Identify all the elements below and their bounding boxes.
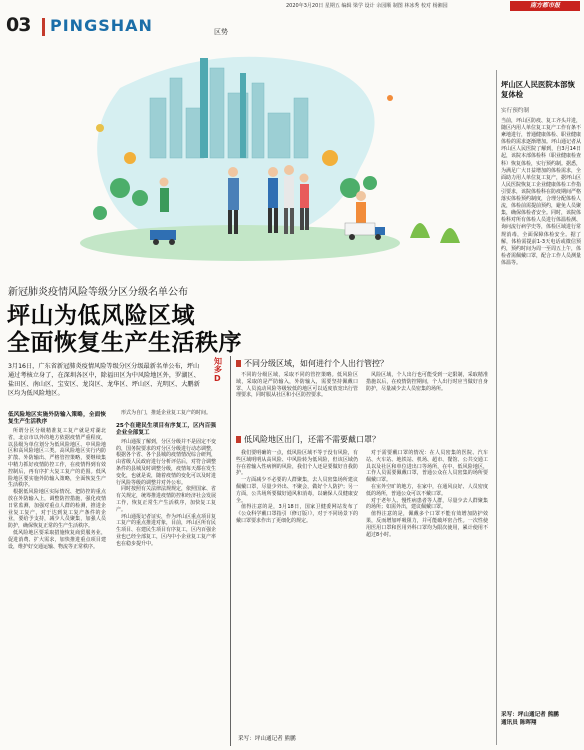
paragraph: 形式为自门，推延企业复工复产的时间。 <box>121 410 212 416</box>
travel-column-a <box>236 372 358 399</box>
paragraph: 低风险地区要采取措施恢复商贸服务业，促进消费、扩大需求，加快推进重点项目建设，维护好交通运输、物流等正常秩序。 <box>8 529 106 550</box>
section-name: PINGSHAN <box>50 16 153 35</box>
heading-marker <box>236 436 241 443</box>
paragraph: 我们要明确的一点，低风险区域不等于没有风险，有些区域明明从高风险、中风险转为低风险，但该区域仍存在着输入性病例的风险，我们个人还是要做好自我防护。 <box>236 450 358 477</box>
sidebar-body: 当前，坪山区防疫、复工齐头并进，随区内用人单位复工复产工作有条不紊地进行，普通健康体检、职业健康体检的需求逐渐增加。坪山通记者从坪山区人民医院了解到，自3月14日起，该院本部体检科（职业健康检查科）恢复体检，实行预约制。据悉，为满足广大日益增加的体检需求，全面助力用人单位复工复产，据坪山区人民医院恢复工企业健康体检工作指引要求，该院体检科在防疫期间严格落实体检预约制度，合理分配体检人流，体检前需提前预约，避免人员聚集，确保体检者安全。同时，该院体检科对所有体检人员进行体温检测、询问流行病学史等，体检区域进行常规消毒，全面保障体检安全。据了解，体检需提前1-3天电话或微信预约，预约时间为周一至周五上午，体检者需佩戴口罩，配合工作人员测量体温等。 <box>501 118 582 266</box>
sidebar-title: 坪山区人民医院本部恢复体检 <box>501 80 575 99</box>
header-accent-bar <box>42 18 45 36</box>
paragraph: 同时按照有关法律法规规定，依照国家、省有关规定，统筹推进疫情防控和经济社会发展工作，恢复正常生产生活秩序，加快复工复产。 <box>116 486 217 513</box>
paragraph: 所谓分区分级精准复工复产就是对湖北省，北京市以外的地方依据疫情严重程度，以县级为单位划分为低风险地区、中风险地区和高风险地区三类。高风险地区实行内防扩散、外防输出、严格管控策略，要继续集中精力抓好疫情防控工作，在疫情得到有效控制后，再有序扩大复工复产的范围。低风险地区要实施外防输入策略，全面恢复生产生活秩序。 <box>8 427 106 489</box>
sidebar-byline <box>501 711 581 728</box>
city-illustration <box>0 38 486 266</box>
byline-correspondent: 通讯员 陈晖翔 <box>501 720 537 727</box>
paragraph: 坪山通报了解到，分区分级并不是固定不变的，国务院要求的对分区分级进行动态调整，根据各个省、各个县城的疫情情况综合研判，由省级人民政府进行分析评估后，对符合调整条件的县城及时调整分级，疫情每天都在发生变化，也就是说，随着疫情的变化可以及时进行风险等级的调整并对外公布。 <box>116 438 217 486</box>
paragraph: 对于需要戴口罩的情况：在人员密集的医院、汽车站、火车站、地铁站、机场、超市、餐馆、公共交通工具以及社区和单位进出口等场所，在中、低风险地区，工作人员需要佩戴口罩，普通公众在人员密集的场所要佩戴口罩。 <box>366 450 488 484</box>
newspaper-logo: 南方都市报 <box>510 1 580 11</box>
page-number: 03 <box>6 14 31 36</box>
edition-meta: 2020年3月20日 星期五 编辑 梁学 设计 余园顺 制图 林冰秀 校对 杨湘园 <box>286 3 448 9</box>
lead-paragraph: 3月16日，广东省新冠肺炎疫情风险等级分区分级最新名单公布，坪山通过考核立身了，在深圳各区中，除福田区为中风险地区外，罗湖区、盐田区、南山区、宝安区、龙岗区、龙华区、坪山区、光明区、大鹏新区均为低风险地区。 <box>8 363 200 397</box>
section-heading-travel <box>236 358 388 369</box>
paragraph: 值得注意的是，3月18日，国家卫健委网站发布了《公众科学戴口罩指引（修订版）》，对于不同场景下的戴口罩要求作出了更细化的规定。 <box>236 504 358 524</box>
paragraph: 在室外空旷的地方，在家中，在通风良好、人员密度低的场所，普通公众可以不戴口罩。 <box>366 483 488 497</box>
paragraph: 一方面减少不必要的人群聚集，去人员密集场所建议佩戴口罩，尽量少外出、不聚会，做好个人防护；另一方面，公共场所要做好通风和消毒，以确保人员健康安全。 <box>236 477 358 504</box>
heading-text: 不同分级区域，如何进行个人出行管控？ <box>244 359 388 368</box>
mask-column-b <box>366 450 488 538</box>
column-divider <box>230 356 231 746</box>
paragraph: 风险区域，个人出行也可能受到一定限制，采取精准措施以后，在疫情防控期间，个人出行时应当做好自身防护，尽量减少去人员密集的场所。 <box>366 372 488 392</box>
byline-reporter: 采写：坪山通记者 熊鹏 <box>501 712 559 718</box>
travel-column-b <box>366 372 488 392</box>
subhead-projects: 25个在建民生项目有序复工，区内百强企业全部复工 <box>116 422 216 436</box>
headline-line-2: 全面恢复生产生活秩序 <box>7 330 242 356</box>
paragraph: 坪山通报记者证实，作为坪山区重点项目复工复产的重点推进对象，目前，坪山区所有民生项目、在建民生项目有序复工，区内百强企业也已经全部复工，区内中小企业复工复产率也在稳步提升中。 <box>116 513 217 547</box>
byline: 采写：坪山通记者 熊鹏 <box>238 736 296 742</box>
heading-marker <box>236 360 241 367</box>
headline-kicker: 新冠肺炎疫情风险等级分区分级名单公布 <box>8 287 188 298</box>
subhead-low-risk: 低风险地区实施外防输入策略，全面恢复生产生活秩序 <box>8 412 106 425</box>
heading-text: 低风险地区出门，还需不需要戴口罩？ <box>244 435 380 444</box>
paragraph: 根据低风险地区实际情况、把防控的重点放在外防输入上，调整防控措施，强化疫情日常监测，加强对重点人群的检测，推进企业复工复产，对于达到复工复产条件的企业，要给予支持，减少人员聚集，加强人员防护，确保恢复正常的生产生活秩序。 <box>8 489 106 530</box>
headline-line-1: 坪山为低风险区域 <box>7 303 195 329</box>
sidebar-divider <box>496 70 497 745</box>
section-heading-mask <box>236 434 380 445</box>
section-subtitle: 区势 <box>214 28 228 36</box>
paragraph: 不同的分级区域，采取不同的管控策略。低风险区域，采取的是严防输入，外防输入，需要坚持佩戴口罩、人员流动风险等级较低的地区可以适度放宽出行管理要求，同时服从社区和小区防控要求。 <box>236 372 358 399</box>
article-column-2 <box>116 410 216 548</box>
know-more-label: 知多D <box>214 357 222 383</box>
sidebar-subtitle: 实行预约制 <box>501 108 529 114</box>
paragraph: 对于老年人、慢性病患者等人群，尽量少去人群聚集的场所；如需外出，建议佩戴口罩。 <box>366 497 488 511</box>
mask-column-a <box>236 450 358 525</box>
article-column-1 <box>8 410 106 550</box>
paragraph: 值得注意的是，佩戴多个口罩不能有效增加防护效果，反而增加呼吸阻力，并可能破坏密合性。一次性使用医用口罩和医用外科口罩均为限次使用，累计使用不超过8小时。 <box>366 511 488 538</box>
